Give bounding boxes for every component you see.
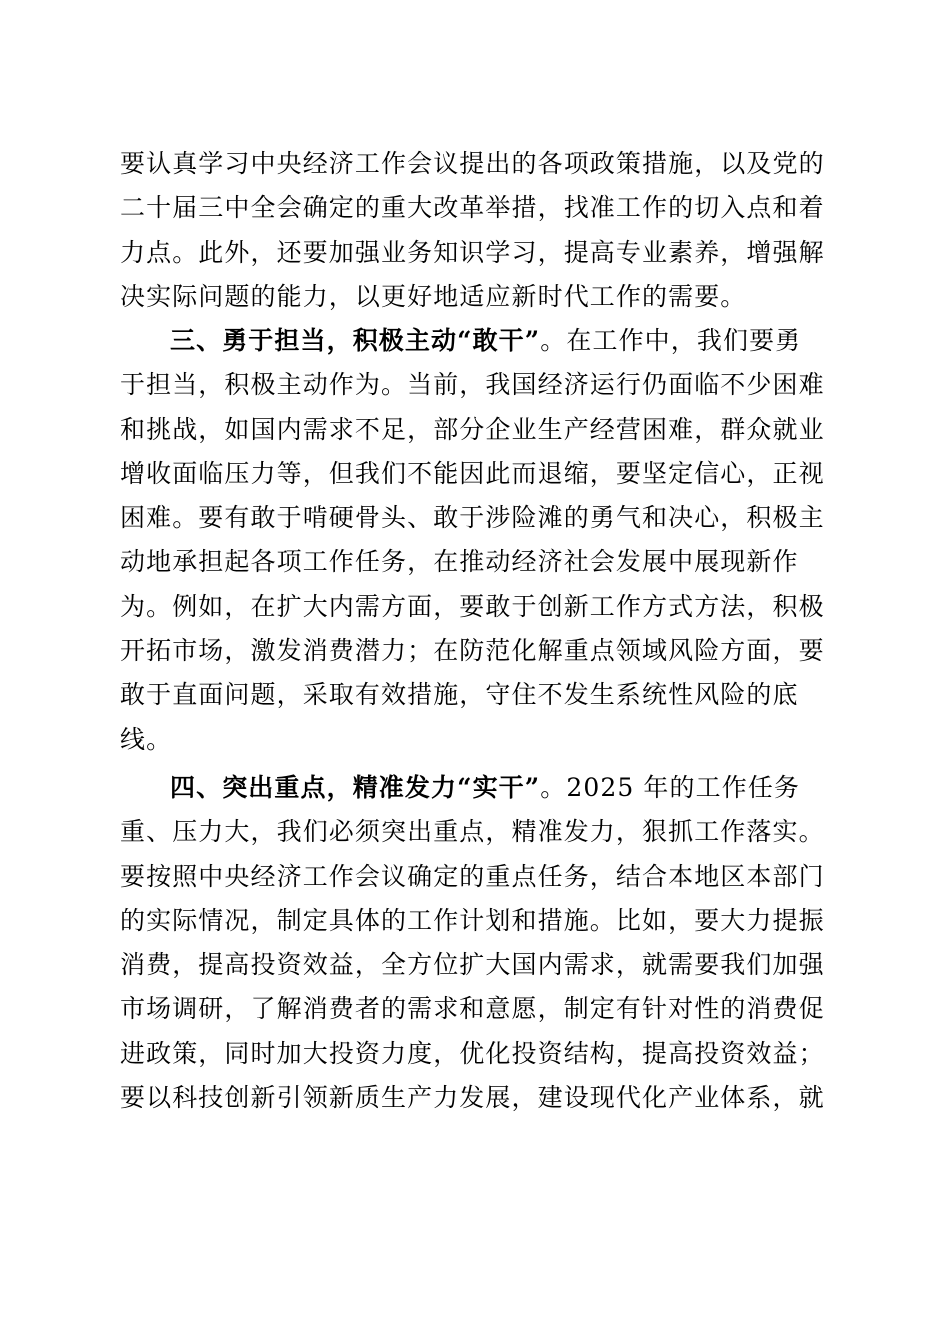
paragraph-2-line: 于担当，积极主动作为。当前，我国经济运行仍面临不少困难 [120, 370, 825, 400]
paragraph-2-line: 和挑战，如国内需求不足，部分企业生产经营困难，群众就业 [120, 414, 825, 444]
paragraph-1 [120, 142, 825, 319]
paragraph-2-line: 增收面临压力等，但我们不能因此而退缩，要坚定信心，正视 [120, 458, 825, 488]
paragraph-3-line: 要按照中央经济工作会议确定的重点任务，结合本地区本部门 [120, 861, 825, 891]
paragraph-2-line: 困难。要有敢于啃硬骨头、敢于涉险滩的勇气和决心，积极主 [120, 503, 825, 533]
paragraph-2-line: 开拓市场，激发消费潜力；在防范化解重点领域风险方面，要 [120, 636, 825, 666]
paragraph-2-first-line [120, 319, 810, 363]
paragraph-1-line: 要认真学习中央经济工作会议提出的各项政策措施，以及党的 [120, 149, 825, 178]
paragraph-1-line: 决实际问题的能力，以更好地适应新时代工作的需要。 [120, 281, 747, 311]
paragraph-3-line: 重、压力大，我们必须突出重点，精准发力，狠抓工作落实。 [120, 817, 825, 847]
paragraph-3-first-line [120, 766, 810, 810]
paragraph-3-line: 的实际情况，制定具体的工作计划和措施。比如，要大力提振 [120, 905, 825, 935]
paragraph-2-line: 敢于直面问题，采取有效措施，守住不发生系统性风险的底 [120, 680, 799, 710]
paragraph-3-first-line-text: 。2025 年的工作任务 [540, 773, 801, 802]
paragraph-1-line: 力点。此外，还要加强业务知识学习，提高专业素养，增强解 [120, 237, 825, 267]
paragraph-2 [120, 319, 825, 762]
paragraph-1-line: 二十届三中全会确定的重大改革举措，找准工作的切入点和着 [120, 193, 825, 223]
paragraph-3 [120, 766, 825, 1120]
paragraph-2-first-line-text: 。在工作中，我们要勇 [540, 326, 802, 355]
section-heading-3: 三、勇于担当，积极主动“敢干” [170, 326, 541, 355]
paragraph-3-line: 市场调研，了解消费者的需求和意愿，制定有针对性的消费促 [120, 994, 825, 1024]
paragraph-3-line: 要以科技创新引领新质生产力发展，建设现代化产业体系，就 [120, 1083, 825, 1113]
section-heading-4: 四、突出重点，精准发力“实干” [170, 773, 541, 802]
paragraph-2-line: 为。例如，在扩大内需方面，要敢于创新工作方式方法，积极 [120, 591, 825, 621]
paragraph-3-line: 消费，提高投资效益，全方位扩大国内需求，就需要我们加强 [120, 950, 825, 980]
paragraph-3-line: 进政策，同时加大投资力度，优化投资结构，提高投资效益； [120, 1038, 825, 1068]
paragraph-2-line: 动地承担起各项工作任务，在推动经济社会发展中展现新作 [120, 547, 799, 577]
paragraph-2-line: 线。 [120, 724, 173, 754]
